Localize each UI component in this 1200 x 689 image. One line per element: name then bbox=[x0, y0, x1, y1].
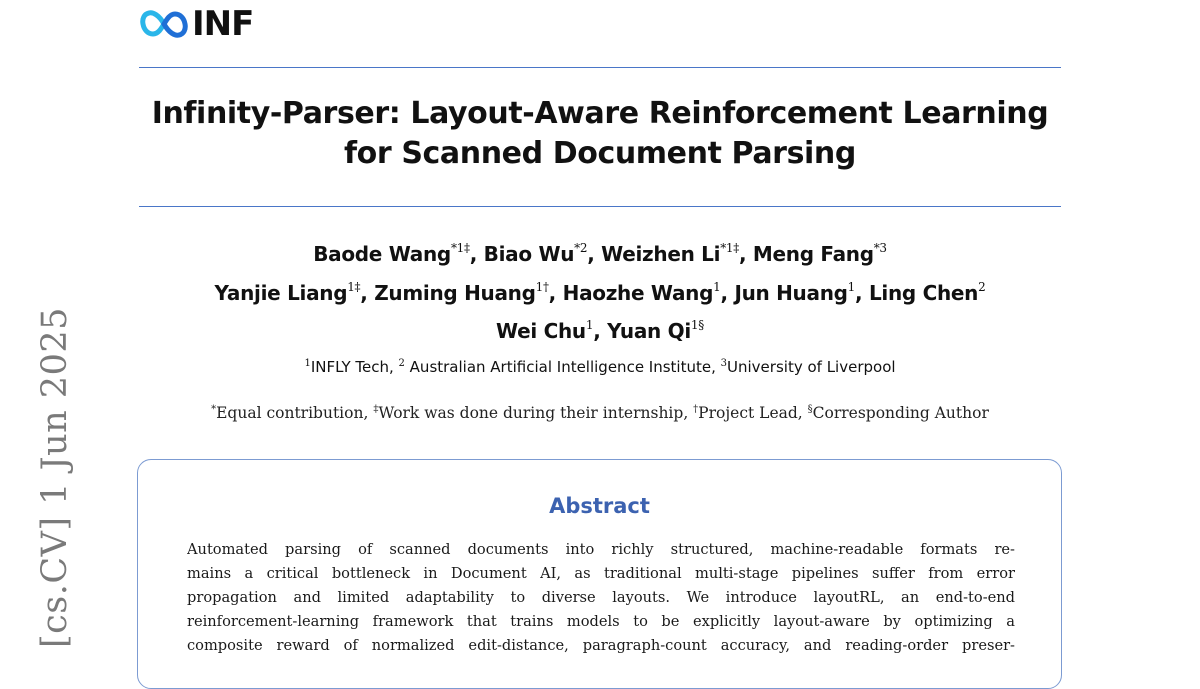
affil-name: University of Liverpool bbox=[727, 358, 896, 376]
affil-name: Australian Artificial Intelligence Institute bbox=[404, 358, 712, 376]
paper-title bbox=[100, 94, 1100, 174]
author-name: Weizhen Li bbox=[601, 242, 721, 266]
author-notes: *Equal contribution, ‡Work was done during their internship, †Project Lead, §Corresponding Author bbox=[211, 404, 989, 422]
author-sup: 1 bbox=[713, 279, 721, 294]
note-text: Project Lead bbox=[698, 404, 798, 422]
author-name: Meng Fang bbox=[752, 242, 874, 266]
author-sup: 1§ bbox=[690, 318, 704, 332]
infinity-icon bbox=[140, 7, 188, 41]
author-name: Yuan Qi bbox=[607, 319, 691, 343]
author-sup: 1 bbox=[847, 279, 855, 294]
top-rule bbox=[139, 67, 1061, 68]
note-sup: § bbox=[807, 404, 813, 415]
note-sup: ‡ bbox=[373, 404, 379, 415]
author-list bbox=[100, 235, 1100, 351]
author-row: Baode Wang$^{*1\ddagger}$, Biao Wu$^{*2}$, Weizhen $Li^{*1\ddagger}$, Meng Fang$^{*3}$ bbox=[313, 241, 887, 266]
author-sup: *1‡ bbox=[720, 241, 739, 255]
abstract-line: propagation and limited adaptability to diverse layouts. We introduce layoutRL, an end-to-end bbox=[187, 589, 1015, 606]
author-name: Zuming Huang bbox=[374, 280, 536, 305]
arxiv-stamp: [cs.CV] 1 Jun 2025 bbox=[35, 307, 75, 648]
author-name: Yanjie Liang bbox=[214, 280, 348, 305]
affil-name: INFLY Tech bbox=[310, 358, 389, 376]
inf-logo bbox=[140, 2, 253, 46]
abstract-line: Automated parsing of scanned documents into richly structured, machine-readable formats re- bbox=[187, 541, 1015, 558]
title-line-1: Infinity-Parser: Layout-Aware Reinforcement Learning bbox=[151, 96, 1049, 131]
author-name: Jun Huang bbox=[734, 280, 848, 305]
author-name: Baode Wang bbox=[313, 242, 451, 266]
title-rule bbox=[139, 206, 1061, 207]
affil-sup: 3 bbox=[720, 358, 728, 369]
abstract-heading: Abstract bbox=[549, 494, 650, 518]
affil-sup: 1 bbox=[304, 358, 311, 369]
note-text: Work was done during their internship bbox=[378, 404, 684, 422]
note-text: Equal contribution bbox=[216, 404, 364, 422]
author-name: Haozhe Wang bbox=[562, 280, 714, 305]
author-sup: 1‡ bbox=[347, 279, 361, 294]
author-sup: *3 bbox=[873, 241, 887, 255]
note-text: Corresponding Author bbox=[812, 404, 989, 422]
author-sup: 2 bbox=[978, 279, 986, 294]
author-name: Wei Chu bbox=[496, 319, 586, 343]
note-sup: * bbox=[211, 404, 217, 415]
abstract-line: reinforcement-learning framework that trains models to be explicitly layout-aware by optimizing a bbox=[187, 613, 1015, 630]
logo-text: INF bbox=[192, 4, 254, 44]
abstract-body bbox=[187, 538, 1015, 658]
author-sup: *2 bbox=[574, 241, 588, 255]
note-sup: † bbox=[693, 404, 699, 415]
author-sup: *1‡ bbox=[450, 241, 470, 255]
author-row: Yanjie Liang$^{1\ddagger}$, Zuming Huang$^{1\dagger}$, Haozhe Wang$^1$, Jun Huang$^1$, Ling Chen$^2$ bbox=[214, 279, 986, 305]
abstract-line: composite reward of normalized edit-distance, paragraph-count accuracy, and reading-order preser- bbox=[187, 637, 1015, 654]
affil-sup: 2 bbox=[398, 358, 405, 369]
abstract-line: mains a critical bottleneck in Document AI, as traditional multi-stage pipelines suffer from error bbox=[187, 565, 1015, 582]
author-row: Wei Chu$^1$, Yuan $Qi^{1\S}$ bbox=[496, 318, 704, 343]
author-name: Biao Wu bbox=[483, 242, 575, 266]
author-sup: 1 bbox=[585, 318, 594, 332]
affiliations: $^1$INFLY Tech, $^2$ Australian Artificial Intelligence Institute, $^3$University of Liverpool bbox=[304, 358, 896, 376]
author-name: Ling Chen bbox=[868, 280, 979, 305]
author-sup: 1† bbox=[535, 279, 549, 294]
abstract-box bbox=[137, 459, 1062, 689]
title-line-2: for Scanned Document Parsing bbox=[344, 136, 856, 171]
